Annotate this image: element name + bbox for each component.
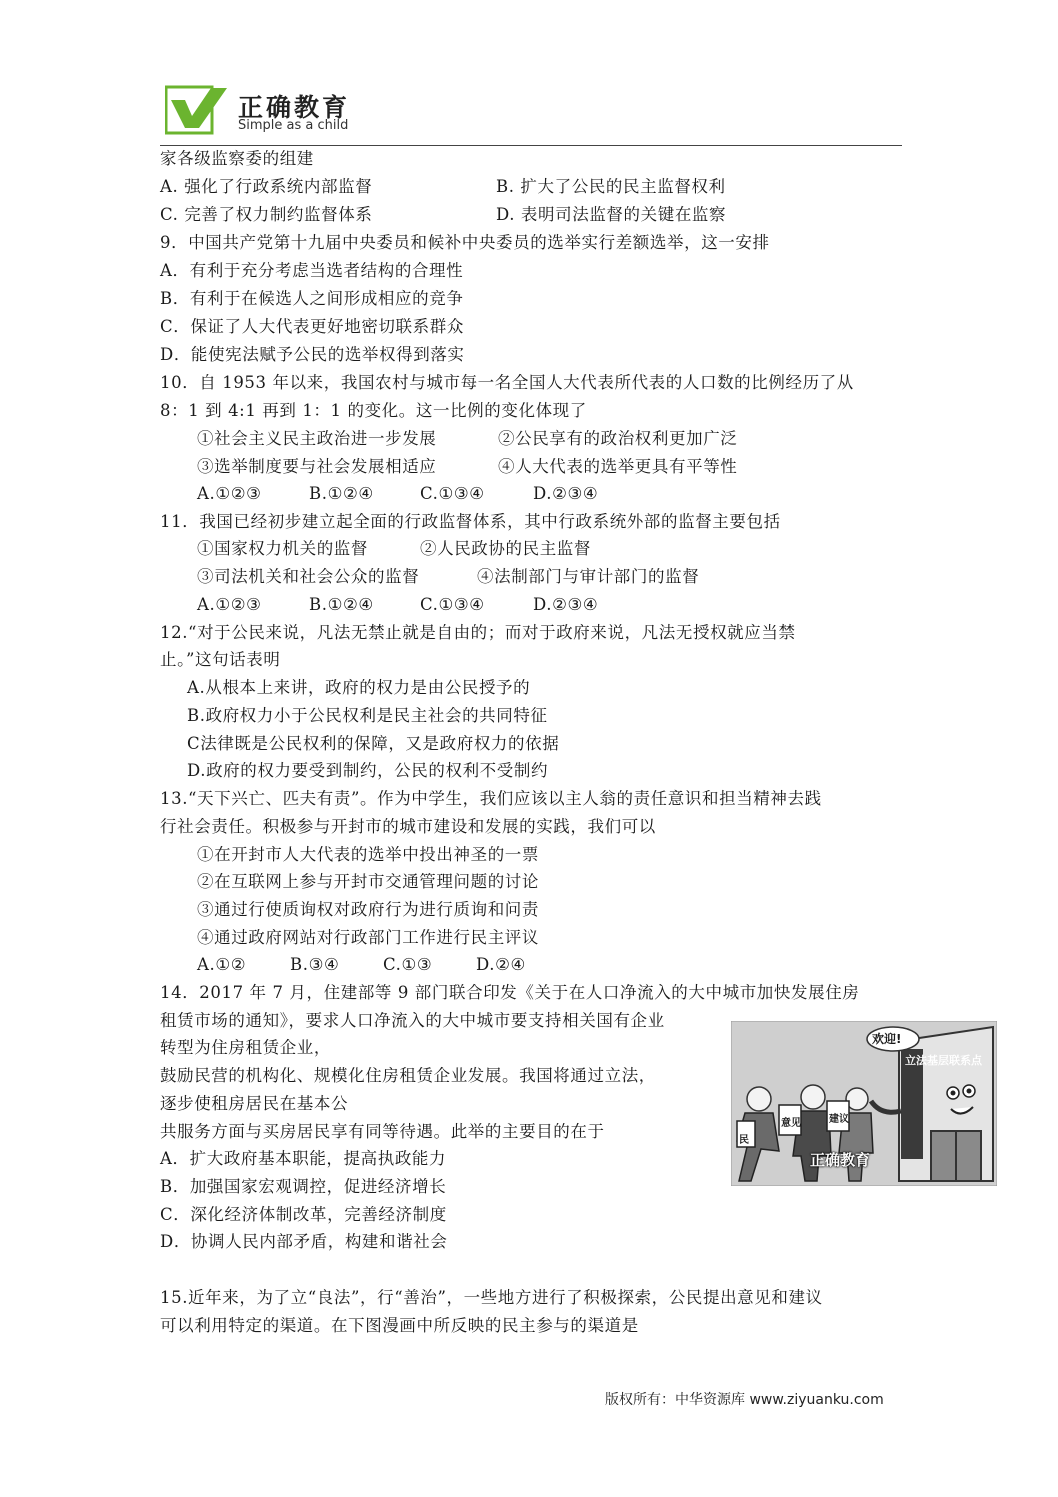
option-a: A.从根本上来讲，政府的权力是由公民授予的 xyxy=(187,678,531,697)
question-9: 9．中国共产党第十九届中央委员和候补中央委员的选举实行差额选举，这一安排 xyxy=(160,233,770,252)
option-d: D．协调人民内部矛盾，构建和谐社会 xyxy=(160,1232,448,1251)
question-15-cont: 可以利用特定的渠道。在下图漫画中所反映的民主参与的渠道是 xyxy=(160,1316,639,1335)
option-a: A. 强化了行政系统内部监督 xyxy=(160,177,373,196)
option-b: B. 扩大了公民的民主监督权利 xyxy=(496,177,726,196)
statement-1: ①在开封市人大代表的选举中投出神圣的一票 xyxy=(197,845,539,864)
question-10: 10．自 1953 年以来，我国农村与城市每一名全国人大代表所代表的人口数的比例经历了从 xyxy=(160,373,854,392)
card-label: 民 xyxy=(739,1135,749,1146)
question-14-cont: 共服务方面与买房居民享有同等待遇。此举的主要目的在于 xyxy=(160,1122,605,1141)
statement-4: ④通过政府网站对行政部门工作进行民主评议 xyxy=(197,928,539,947)
option-d: D.②③④ xyxy=(533,595,599,614)
option-d: D. 表明司法监督的关键在监察 xyxy=(496,205,727,224)
statement-4: ④人大代表的选举更具有平等性 xyxy=(498,457,738,476)
logo-title: 正确教育 xyxy=(238,93,351,122)
question-14-cont: 逐步使租房居民在基本公 xyxy=(160,1094,349,1113)
option-a: A．有利于充分考虑当选者结构的合理性 xyxy=(160,261,464,280)
option-d: D．能使宪法赋予公民的选举权得到落实 xyxy=(160,345,465,364)
page-footer: 版权所有：中华资源库 www.ziyuanku.com xyxy=(605,1392,884,1408)
option-c: C．保证了人大代表更好地密切联系群众 xyxy=(160,317,464,336)
text-line: 家各级监察委的组建 xyxy=(160,149,314,168)
option-a: A.①②③ xyxy=(197,484,262,503)
option-b: B．加强国家宏观调控，促进经济增长 xyxy=(160,1177,447,1196)
question-14: 14．2017 年 7 月，住建部等 9 部门联合印发《关于在人口净流入的大中城市加快发展住房 xyxy=(160,983,860,1002)
question-12-cont: 止。”这句话表明 xyxy=(160,650,281,669)
option-c: C．深化经济体制改革，完善经济制度 xyxy=(160,1205,447,1224)
option-d: D.②③④ xyxy=(533,484,599,503)
card-label: 建议 xyxy=(829,1114,849,1125)
question-10-cont: 8：1 到 4:1 再到 1：1 的变化。这一比例的变化体现了 xyxy=(160,401,587,420)
statement-1: ①国家权力机关的监督 xyxy=(197,539,368,558)
option-b: B.①②④ xyxy=(309,595,374,614)
statement-1: ①社会主义民主政治进一步发展 xyxy=(197,429,437,448)
logo-subtitle: Simple as a child xyxy=(238,118,349,133)
question-14-cont: 租赁市场的通知》，要求人口净流入的大中城市要支持相关国有企业 xyxy=(160,1011,665,1030)
welcome-bubble-text: 欢迎! xyxy=(872,1032,902,1046)
option-b: B．有利于在候选人之间形成相应的竞争 xyxy=(160,289,464,308)
statement-2: ②公民享有的政治权利更加广泛 xyxy=(498,429,738,448)
statement-4: ④法制部门与审计部门的监督 xyxy=(477,567,700,586)
option-b: B.政府权力小于公民权利是民主社会的共同特征 xyxy=(187,706,548,725)
question-11: 11．我国已经初步建立起全面的行政监督体系，其中行政系统外部的监督主要包括 xyxy=(160,512,781,531)
option-c: C.①③④ xyxy=(420,595,485,614)
header-divider xyxy=(160,145,902,146)
statement-3: ③通过行使质询权对政府行为进行质询和问责 xyxy=(197,900,539,919)
question-13: 13.“天下兴亡、匹夫有责”。作为中学生，我们应该以主人翁的责任意识和担当精神去践 xyxy=(160,789,822,808)
question-13-cont: 行社会责任。积极参与开封市的城市建设和发展的实践，我们可以 xyxy=(160,817,656,836)
checkmark-logo-icon xyxy=(165,84,231,136)
option-a: A.①② xyxy=(197,955,247,974)
question-15: 15.近年来，为了立“良法”，行“善治”，一些地方进行了积极探索，公民提出意见和建议 xyxy=(160,1288,823,1307)
option-d: D.②④ xyxy=(476,955,526,974)
building-sign xyxy=(905,1052,982,1068)
question-14-cont: 转型为住房租赁企业， xyxy=(160,1038,331,1057)
option-b: B.①②④ xyxy=(309,484,374,503)
statement-2: ②人民政协的民主监督 xyxy=(420,539,591,558)
question-14-cont: 鼓励民营的机构化、规模化住房租赁企业发展。我国将通过立法， xyxy=(160,1066,656,1085)
building-sign-text: 立法基层联系点 xyxy=(905,1054,982,1067)
option-a: A.①②③ xyxy=(197,595,262,614)
card-label: 意见 xyxy=(781,1118,801,1129)
cartoon-watermark: 正确教育 xyxy=(810,1151,871,1169)
option-c: C法律既是公民权利的保障，又是政府权力的依据 xyxy=(187,734,560,753)
option-a: A．扩大政府基本职能，提高执政能力 xyxy=(160,1149,447,1168)
statement-3: ③选举制度要与社会发展相适应 xyxy=(197,457,437,476)
option-c: C.①③ xyxy=(383,955,433,974)
option-b: B.③④ xyxy=(290,955,340,974)
option-c: C.①③④ xyxy=(420,484,485,503)
statement-3: ③司法机关和社会公众的监督 xyxy=(197,567,420,586)
option-d: D.政府的权力要受到制约，公民的权利不受制约 xyxy=(187,761,549,780)
statement-2: ②在互联网上参与开封市交通管理问题的讨论 xyxy=(197,872,539,891)
question-12: 12.“对于公民来说，凡法无禁止就是自由的；而对于政府来说，凡法无授权就应当禁 xyxy=(160,623,796,642)
option-c: C. 完善了权力制约监督体系 xyxy=(160,205,373,224)
